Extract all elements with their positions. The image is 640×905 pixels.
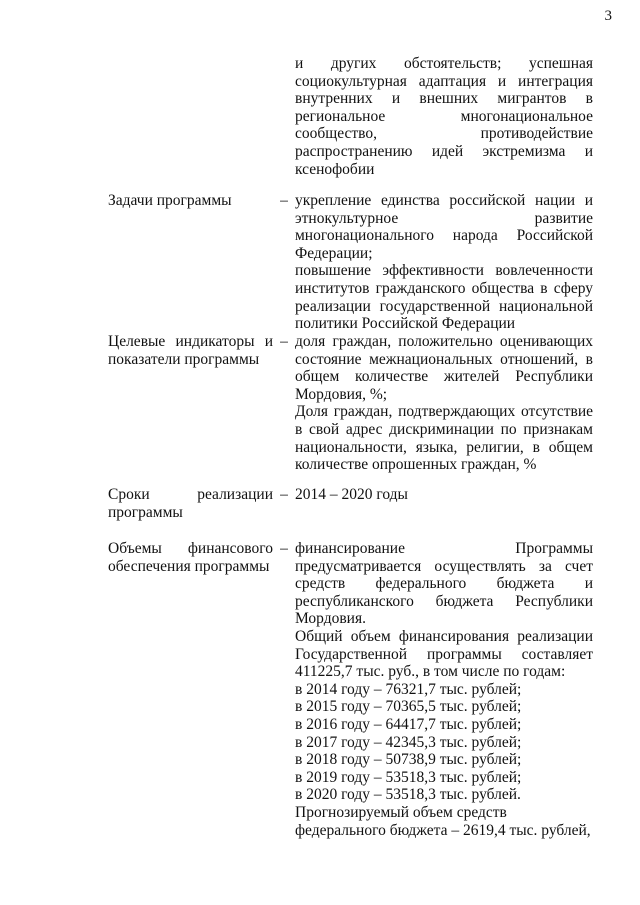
funding-label: Объемы финансового обеспечения программы	[108, 540, 273, 575]
funding-year-2019: в 2019 году – 53518,3 тыс. рублей;	[295, 768, 522, 786]
funding-forecast-line-1: Прогнозируемый объем средств	[295, 803, 507, 821]
tasks-label: Задачи программы	[108, 192, 232, 209]
funding-year-2016: в 2016 году – 64417,7 тыс. рублей;	[295, 715, 522, 733]
tasks-value	[295, 192, 593, 333]
indicators-value	[295, 333, 593, 474]
funding-year-2015: в 2015 году – 70365,5 тыс. рублей;	[295, 698, 522, 716]
section-timeline	[108, 486, 593, 521]
funding-intro: финансирование Программы предусматривается осуществлять за счет средств федерального бюджета и республиканского бюджета Республики Мордовия.	[295, 540, 593, 628]
tasks-paragraph-2: повышение эффективности вовлеченности институтов гражданского общества в сферу реализации государственной национальной политики Российской Федерации	[295, 262, 593, 333]
funding-year-2018: в 2018 году – 50738,9 тыс. рублей;	[295, 751, 522, 769]
funding-value	[295, 540, 593, 839]
funding-total: Общий объем финансирования реализации Государственной программы составляет 411225,7 тыс. руб., в том числе по годам:	[295, 627, 593, 681]
indicators-paragraph-1: доля граждан, положительно оценивающих состояние межнациональных отношений, в общем количестве жителей Республики Мордовия, %;	[295, 333, 593, 403]
continuation-paragraph: и других обстоятельств; успешная социокультурная адаптация и интеграция внутренних и внешних мигрантов в региональное многонациональное сообщество, противодействие распространению идей экстремизма и ксенофобии	[295, 55, 593, 178]
section-indicators	[108, 333, 593, 474]
funding-forecast-line-2: федерального бюджета – 2619,4 тыс. рублей,	[295, 821, 591, 839]
page-number: 3	[604, 8, 612, 24]
section-tasks	[108, 192, 593, 333]
funding-year-2014: в 2014 году – 76321,7 тыс. рублей;	[295, 680, 522, 698]
section-funding	[108, 540, 593, 839]
timeline-value: 2014 – 2020 годы	[295, 486, 408, 503]
tasks-dash: –	[280, 192, 288, 209]
funding-dash: –	[280, 540, 288, 557]
timeline-dash: –	[280, 486, 288, 503]
indicators-paragraph-2: Доля граждан, подтверждающих отсутствие в свой адрес дискриминации по признакам национальности, языка, религии, в общем количестве опрошенных граждан, %	[295, 403, 593, 474]
indicators-dash: –	[280, 333, 288, 350]
funding-year-2017: в 2017 году – 42345,3 тыс. рублей;	[295, 733, 522, 751]
tasks-paragraph-1: укрепление единства российской нации и этнокультурное развитие многонационального народа Российской Федерации;	[295, 192, 593, 262]
indicators-label: Целевые индикаторы и показатели программы	[108, 333, 273, 368]
timeline-label: Сроки реализации программы	[108, 486, 273, 521]
funding-year-2020: в 2020 году – 53518,3 тыс. рублей.	[295, 786, 521, 804]
